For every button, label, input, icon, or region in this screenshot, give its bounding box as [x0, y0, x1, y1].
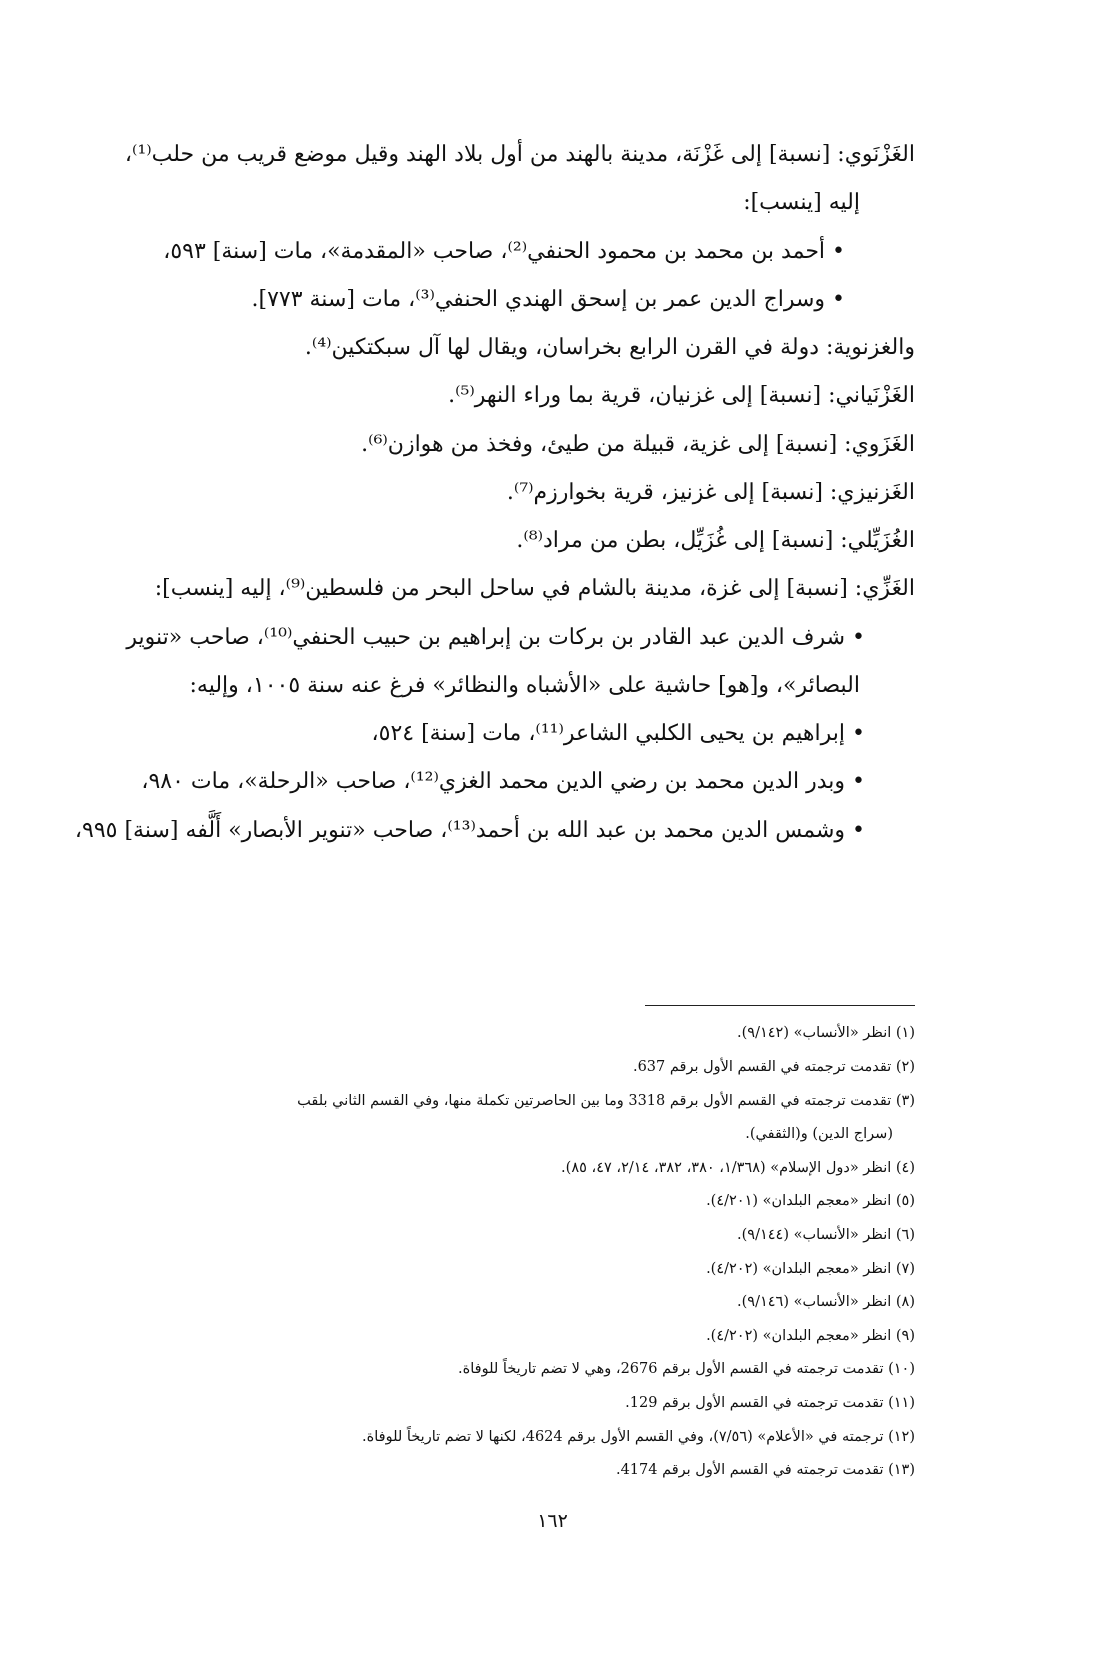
entry-line: الغُزَيِّلي: [نسبة] إلى غُزَيِّل، بطن من مراد⁽⁸⁾.	[516, 528, 915, 553]
page-number: ١٦٢	[537, 1510, 568, 1532]
footnote: (٤) انظر «دول الإسلام» (١/٣٦٨، ٣٨٠، ٣٨٢، ٢/١٤، ٤٧، ٨٥).	[561, 1160, 915, 1176]
entry-line: الغَزْنَوي: [نسبة] إلى غَزْنَة، مدينة بالهند من أول بلاد الهند وقيل موضع قريب من حلب⁽¹⁾،	[124, 142, 915, 167]
footnote: (١١) تقدمت ترجمته في القسم الأول برقم 129.	[625, 1395, 915, 1411]
footnote: (١) انظر «الأنساب» (٩/١٤٢).	[737, 1025, 915, 1041]
entry-line: والغزنوية: دولة في القرن الرابع بخراسان، ويقال لها آل سبكتكين⁽⁴⁾.	[304, 335, 915, 360]
entry-line: • إبراهيم بن يحيى الكلبي الشاعر⁽¹¹⁾، مات [سنة] ٥٢٤،	[371, 721, 865, 746]
entry-line: إليه [ينسب]:	[743, 190, 860, 215]
entry-line: • وسراج الدين عمر بن إسحق الهندي الحنفي⁽³⁾، مات [سنة ٧٧٣].	[251, 287, 845, 312]
footnote: (٥) انظر «معجم البلدان» (٤/٢٠١).	[706, 1193, 915, 1209]
footnote: (٢) تقدمت ترجمته في القسم الأول برقم 637.	[632, 1059, 915, 1075]
entry-line: • وشمس الدين محمد بن عبد الله بن أحمد⁽¹³⁾، صاحب «تنوير الأبصار» أَلَّفه [سنة] ٩٩٥،	[74, 818, 865, 843]
footnote: (٨) انظر «الأنساب» (٩/١٤٦).	[737, 1294, 915, 1310]
footnote: (١٣) تقدمت ترجمته في القسم الأول برقم 4174.	[615, 1462, 915, 1478]
entry-line: الغَزَوي: [نسبة] إلى غزية، قبيلة من طيئ، وفخذ من هوازن⁽⁶⁾.	[361, 432, 915, 457]
entry-line: الغَزنيزي: [نسبة] إلى غزنيز، قرية بخوارزم⁽⁷⁾.	[506, 480, 915, 505]
footnote: (سراج الدين) و(الثقفي).	[745, 1126, 893, 1142]
entry-line: • شرف الدين عبد القادر بن بركات بن إبراهيم بن حبيب الحنفي⁽¹⁰⁾، صاحب «تنوير	[126, 625, 865, 650]
entry-line: البصائر»، و[هو] حاشية على «الأشباه والنظائر» فرغ عنه سنة ١٠٠٥، وإليه:	[189, 673, 860, 698]
entry-line: • وبدر الدين محمد بن رضي الدين محمد الغزي⁽¹²⁾، صاحب «الرحلة»، مات ٩٨٠،	[141, 769, 865, 794]
entry-line: الغَزْنَياني: [نسبة] إلى غزنيان، قرية بما وراء النهر⁽⁵⁾.	[448, 383, 915, 408]
entry-line: • أحمد بن محمد بن محمود الحنفي⁽²⁾، صاحب «المقدمة»، مات [سنة] ٥٩٣،	[163, 239, 845, 264]
footnote: (١٢) ترجمته في «الأعلام» (٧/٥٦)، وفي القسم الأول برقم 4624، لكنها لا تضم تاريخاً للوفاة.	[362, 1429, 915, 1445]
footnote: (٣) تقدمت ترجمته في القسم الأول برقم 3318 وما بين الحاصرتين تكملة منها، وفي القسم الثاني بلقب	[297, 1093, 915, 1109]
footnote: (٦) انظر «الأنساب» (٩/١٤٤).	[737, 1227, 915, 1243]
footnote-separator	[645, 1005, 915, 1006]
footnote: (١٠) تقدمت ترجمته في القسم الأول برقم 2676، وهي لا تضم تاريخاً للوفاة.	[458, 1361, 915, 1377]
footnote: (٩) انظر «معجم البلدان» (٤/٢٠٢).	[706, 1328, 915, 1344]
entry-line: الغَزِّي: [نسبة] إلى غزة، مدينة بالشام في ساحل البحر من فلسطين⁽⁹⁾، إليه [ينسب]:	[154, 576, 915, 601]
footnote: (٧) انظر «معجم البلدان» (٤/٢٠٢).	[706, 1261, 915, 1277]
